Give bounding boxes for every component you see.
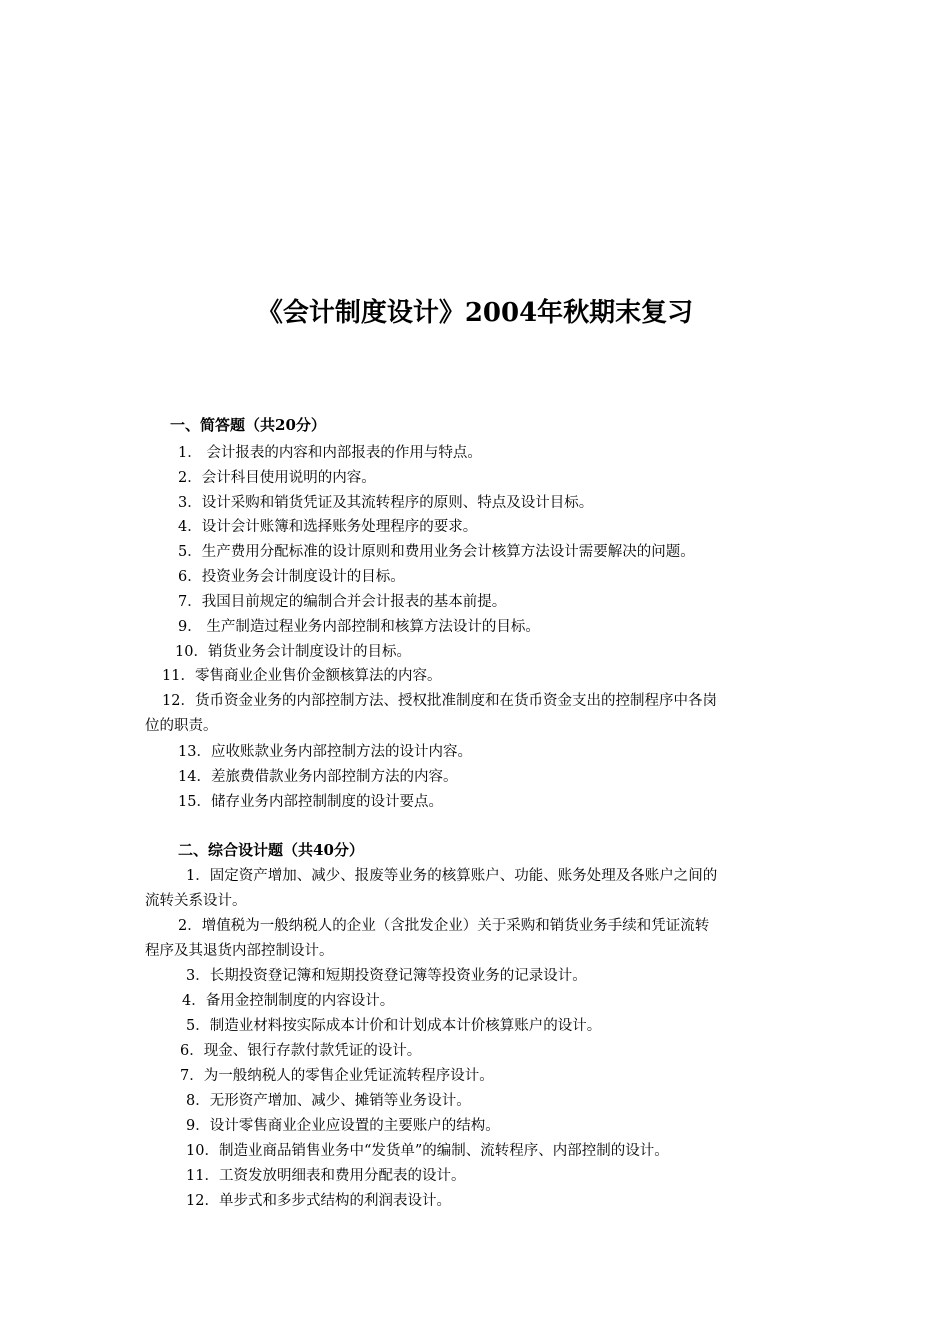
list-item-continuation: 程序及其退货内部控制设计。 bbox=[145, 943, 334, 959]
list-item: 9．设计零售商业企业应设置的主要账户的结构。 bbox=[186, 1118, 500, 1134]
section-heading-comprehensive-design: 二、综合设计题（共40分） bbox=[178, 841, 364, 859]
list-item: 1．固定资产增加、减少、报废等业务的核算账户、功能、账务处理及各账户之间的 bbox=[186, 868, 718, 884]
list-item: 7．为一般纳税人的零售企业凭证流转程序设计。 bbox=[180, 1068, 494, 1084]
list-item: 10．销货业务会计制度设计的目标。 bbox=[175, 644, 411, 660]
list-item: 3．长期投资登记簿和短期投资登记簿等投资业务的记录设计。 bbox=[186, 968, 587, 984]
list-item: 6．现金、银行存款付款凭证的设计。 bbox=[180, 1043, 422, 1059]
list-item: 5．生产费用分配标准的设计原则和费用业务会计核算方法设计需要解决的问题。 bbox=[178, 544, 695, 560]
list-item: 3．设计采购和销货凭证及其流转程序的原则、特点及设计目标。 bbox=[178, 495, 594, 511]
list-item: 5．制造业材料按实际成本计价和计划成本计价核算账户的设计。 bbox=[186, 1018, 602, 1034]
list-item: 14．差旅费借款业务内部控制方法的内容。 bbox=[178, 769, 458, 785]
list-item: 15．储存业务内部控制制度的设计要点。 bbox=[178, 794, 443, 810]
list-item: 4．备用金控制制度的内容设计。 bbox=[182, 993, 395, 1009]
list-item: 10．制造业商品销售业务中“发货单”的编制、流转程序、内部控制的设计。 bbox=[186, 1143, 669, 1159]
section-heading-short-answer: 一、简答题（共20分） bbox=[170, 416, 326, 434]
list-item: 1． 会计报表的内容和内部报表的作用与特点。 bbox=[178, 445, 482, 461]
list-item: 9． 生产制造过程业务内部控制和核算方法设计的目标。 bbox=[178, 619, 540, 635]
list-item-continuation: 位的职责。 bbox=[145, 718, 218, 734]
list-item: 11．工资发放明细表和费用分配表的设计。 bbox=[186, 1168, 466, 1184]
list-item: 8．无形资产增加、减少、摊销等业务设计。 bbox=[186, 1093, 471, 1109]
list-item: 11．零售商业企业售价金额核算法的内容。 bbox=[162, 668, 442, 684]
list-item: 2．会计科目使用说明的内容。 bbox=[178, 470, 376, 486]
document-title: 《会计制度设计》2004年秋期末复习 bbox=[256, 298, 694, 328]
list-item: 12．货币资金业务的内部控制方法、授权批准制度和在货币资金支出的控制程序中各岗 bbox=[162, 693, 717, 709]
list-item: 13．应收账款业务内部控制方法的设计内容。 bbox=[178, 744, 472, 760]
list-item-continuation: 流转关系设计。 bbox=[145, 893, 247, 909]
list-item: 4．设计会计账簿和选择账务处理程序的要求。 bbox=[178, 519, 478, 535]
list-item: 7．我国目前规定的编制合并会计报表的基本前提。 bbox=[178, 594, 507, 610]
list-item: 2．增值税为一般纳税人的企业（含批发企业）关于采购和销货业务手续和凭证流转 bbox=[178, 918, 710, 934]
list-item: 12．单步式和多步式结构的利润表设计。 bbox=[186, 1193, 451, 1209]
list-item: 6．投资业务会计制度设计的目标。 bbox=[178, 569, 405, 585]
